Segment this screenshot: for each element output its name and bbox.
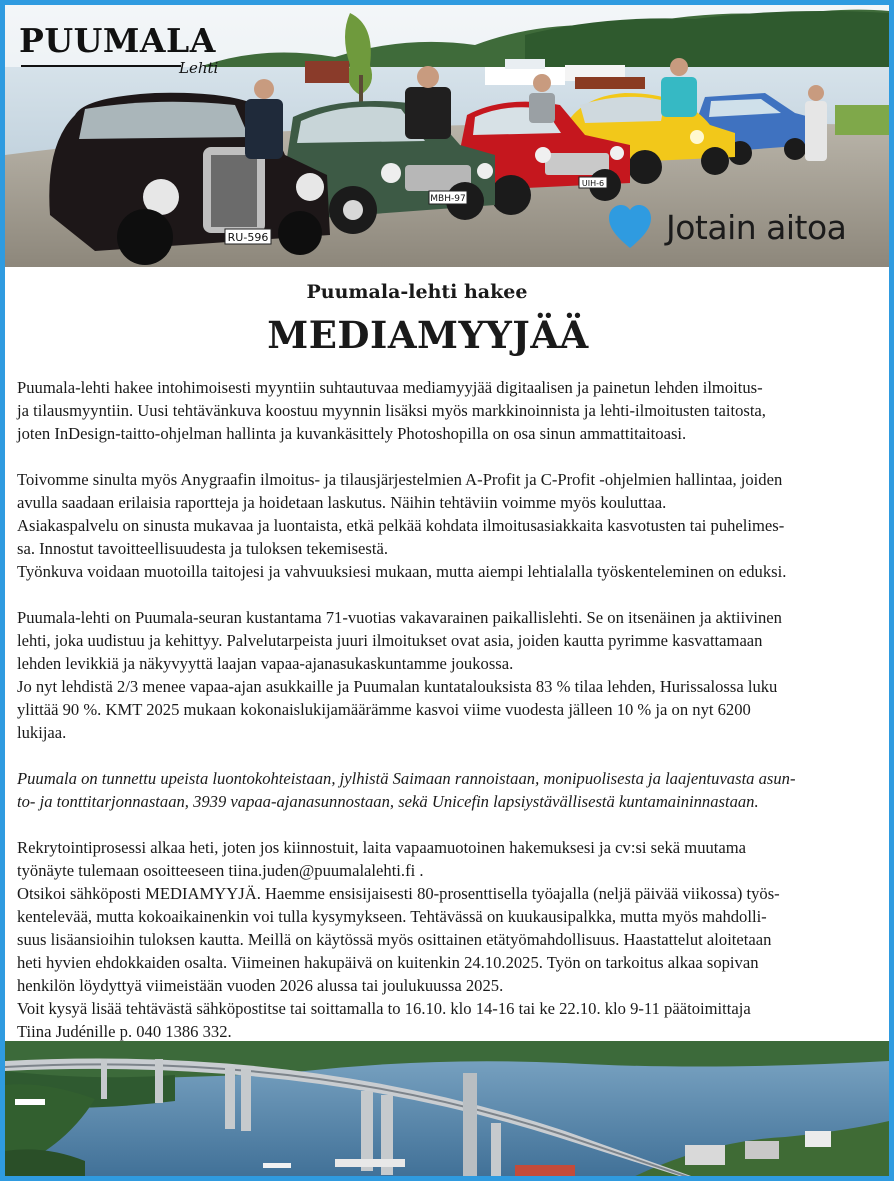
ad-headline: MEDIAMYYJÄÄ [267, 313, 589, 357]
body-line: lehden levikkiä ja näkyvyyttä laajan vapaa-ajanasukaskuntamme joukossa. [17, 654, 514, 673]
body-line: heti hyvien ehdokkaiden osalta. Viimeinen hakupäivä on kuitenkin 24.10.2025. Työn on tarkoitus alkaa sopivan [17, 953, 759, 972]
paragraph-gap [17, 445, 883, 468]
body-line: Puumala-lehti on Puumala-seuran kustantama 71-vuotias vakavarainen paikallislehti. Se on itsenäinen ja aktiivinen [17, 608, 782, 627]
body-line-italic: Puumala on tunnettu upeista luontokohteistaan, jylhistä Saimaan rannoistaan, monipuolisesta ja laajentuvasta asun- [17, 769, 796, 788]
footer-photo-bridge-lake [5, 1041, 889, 1181]
body-line: sa. Innostut tavoitteellisuudesta ja tuloksen tekemisestä. [17, 539, 388, 558]
logo-underline [21, 65, 181, 67]
body-line: lehti, joka uudistuu ja kehittyy. Palvelutarpeista juuri ilmoitukset ovat asia, joiden kautta pyrimme kasvattamaan [17, 631, 763, 650]
license-plate-green: MBH-97 [430, 194, 466, 204]
bridge-lake-photo [5, 1041, 889, 1181]
slogan-text: Jotain aitoa [666, 207, 847, 247]
body-line: ylittää 90 %. KMT 2025 mukaan kokonaislukijamäärämme kasvoi viime vuodesta jälleen 10 % ja on nyt 6200 [17, 700, 751, 719]
body-line-email: työnäyte tulemaan osoitteeseen tiina.juden@puumalalehti.fi . [17, 861, 424, 880]
body-line: Toivomme sinulta myös Anygraafin ilmoitus- ja tilausjärjestelmien A-Profit ja C-Profit -ohjelmien hallintaa, joiden [17, 470, 783, 489]
body-line: suus lisäansioihin tuloksen kautta. Meillä on käytössä myös osittainen etätyömahdollisuus. Haastattelut aloitetaan [17, 930, 772, 949]
heart-icon [608, 204, 652, 250]
body-line: henkilön löydyttyä viimeistään vuoden 2026 alussa tai joulukuussa 2025. [17, 976, 504, 995]
body-line: Asiakaspalvelu on sinusta mukavaa ja luontaista, etkä pelkää kohdata ilmoitusasiakkaita kasvotusten tai puhelimes- [17, 516, 785, 535]
body-line: Työnkuva voidaan muotoilla taitojesi ja vahvuuksiesi mukaan, mutta aiempi lehtialalla työskenteleminen on eduksi. [17, 562, 787, 581]
body-line: Otsikoi sähköposti MEDIAMYYJÄ. Haemme ensisijaisesti 80-prosenttisella työajalla (neljä päivää viikossa) työs- [17, 884, 780, 903]
body-line: Puumala-lehti hakee intohimoisesti myyntiin suhtautuvaa mediamyyjää digitaalisen ja painetun lehden ilmoitus- [17, 378, 763, 397]
logo-main-text: PUUMALA [19, 21, 216, 60]
body-line: kentelevää, mutta kokoaikainenkin voi tulla kysymykseen. Tehtävässä on kuukausipalkka, mutta myös mahdolli- [17, 907, 767, 926]
body-line: lukijaa. [17, 723, 67, 742]
slogan [608, 203, 846, 251]
logo-sub-text: Lehti [179, 59, 219, 77]
ad-body [17, 376, 883, 1043]
body-line: Jo nyt lehdistä 2/3 menee vapaa-ajan asukkaille ja Puumalan kuntatalouksista 83 % tilaa lehden, Hurissalossa luku [17, 677, 778, 696]
header-photo-classic-cars [5, 5, 889, 267]
body-line-contact: Tiina Judénille p. 040 1386 332. [17, 1022, 232, 1041]
puumala-lehti-logo [19, 21, 219, 83]
license-plate-red: UIH-6 [581, 179, 605, 188]
body-line: joten InDesign-taitto-ohjelman hallinta ja kuvankäsittely Photoshopilla on osa sinun ammattitaitoasi. [17, 424, 687, 443]
license-plate-black: RU-596 [227, 231, 269, 244]
body-line: avulla saadaan erilaisia raportteja ja hoidetaan laskutus. Näihin tehtäviin voimme myös kouluttaa. [17, 493, 667, 512]
ad-subheading: Puumala-lehti hakee [306, 281, 528, 303]
body-line: ja tilausmyyntiin. Uusi tehtävänkuva koostuu myynnin lisäksi myös markkinoinnista ja lehti-ilmoitusten taitosta, [17, 401, 766, 420]
paragraph-gap [17, 813, 883, 836]
paragraph-gap [17, 744, 883, 767]
body-line: Rekrytointiprosessi alkaa heti, joten jos kiinnostuit, laita vapaamuotoinen hakemuksesi ja cv:si sekä muutama [17, 838, 747, 857]
body-line: Voit kysyä lisää tehtävästä sähköpostitse tai soittamalla to 16.10. klo 14-16 tai ke 22.10. klo 9-11 päätoimittaja [17, 999, 751, 1018]
paragraph-gap [17, 583, 883, 606]
body-line-italic: to- ja tonttitarjonnastaan, 3939 vapaa-ajanasunnostaan, sekä Unicefin lapsiystävällisestä kuntamaininnastaan. [17, 792, 759, 811]
